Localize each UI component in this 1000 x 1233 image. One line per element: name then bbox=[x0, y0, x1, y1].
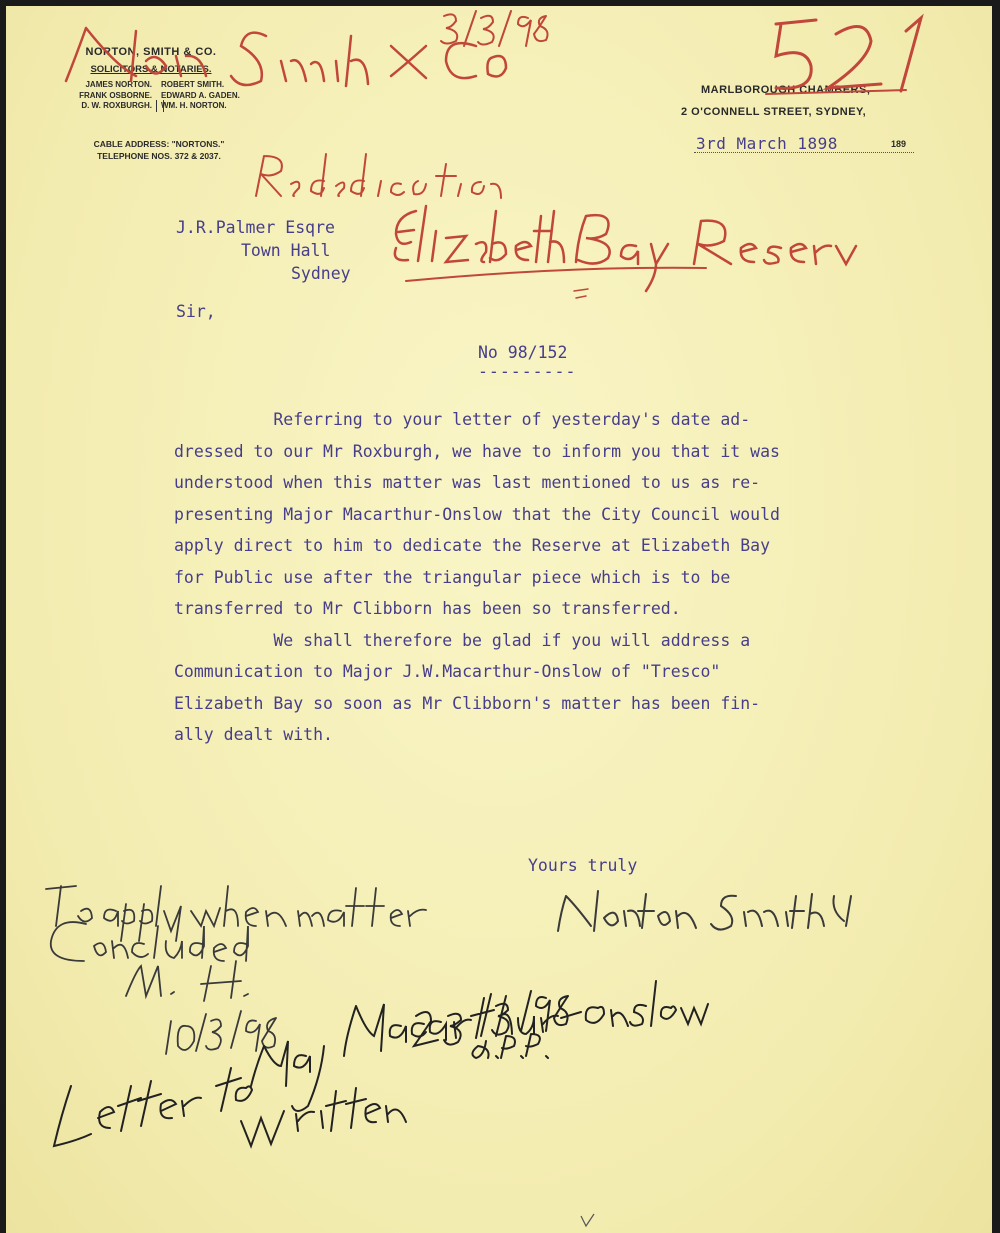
letter-body bbox=[174, 404, 954, 751]
addressee-block bbox=[176, 216, 351, 285]
re-dedication-note bbox=[256, 154, 501, 198]
body-line: dressed to our Mr Roxburgh, we have to inform you that it was bbox=[174, 441, 780, 461]
signature bbox=[558, 891, 851, 931]
addressee-line: Town Hall bbox=[241, 241, 331, 260]
margin-note bbox=[46, 886, 426, 961]
body-line: presenting Major Macarthur-Onslow that the City Council would bbox=[174, 504, 780, 524]
date-dotted-line bbox=[694, 152, 914, 153]
subject-note bbox=[395, 206, 856, 298]
received-date bbox=[441, 11, 548, 46]
body-line: We shall therefore be glad if you will address a bbox=[174, 630, 751, 650]
partner-name: ROBERT SMITH. bbox=[161, 80, 225, 89]
letter-date: 3rd March 1898 bbox=[696, 134, 838, 153]
addressee-line: Sydney bbox=[291, 264, 351, 283]
note-initials-and-date bbox=[126, 961, 276, 1054]
letter-written-note bbox=[54, 981, 708, 1146]
salutation: Sir, bbox=[176, 302, 216, 321]
body-line: apply direct to him to dedicate the Reserve at Elizabeth Bay bbox=[174, 536, 771, 555]
address-line-1: MARLBOROUGH CHAMBERS, bbox=[701, 84, 871, 96]
stamp-number-521 bbox=[766, 18, 921, 94]
body-line: understood when this matter was last mentioned to us as re- bbox=[174, 473, 761, 492]
partner-name: JAMES NORTON. bbox=[85, 80, 152, 89]
body-line: transferred to Mr Clibborn has been so transferred. bbox=[174, 599, 681, 618]
addressee-name: J.R.Palmer Esqre bbox=[176, 218, 335, 237]
date-year-prefix: 189 bbox=[891, 139, 907, 149]
telephone-numbers: TELEPHONE NOS. 372 & 2037. bbox=[97, 151, 221, 161]
partner-name: WM. H. NORTON. bbox=[161, 101, 227, 110]
reference-number: No 98/152 bbox=[478, 343, 568, 362]
partner-name: D. W. ROXBURGH. bbox=[81, 101, 152, 110]
partner-divider bbox=[156, 100, 164, 112]
partner-name: FRANK OSBORNE. bbox=[79, 90, 152, 100]
firm-name: NORTON, SMITH & CO. bbox=[85, 46, 217, 58]
body-line: Communication to Major J.W.Macarthur-Onslow of "Tresco" bbox=[174, 662, 721, 681]
body-line: ally dealt with. bbox=[174, 725, 333, 744]
reference-underline: --------- bbox=[478, 362, 577, 381]
pencil-tick-mark bbox=[581, 1214, 594, 1226]
body-line: for Public use after the triangular piece which is to be bbox=[174, 567, 731, 587]
body-line: Elizabeth Bay so soon as Mr Clibborn's matter has been fin- bbox=[174, 693, 761, 713]
cable-address: CABLE ADDRESS: "NORTONS." bbox=[93, 139, 225, 149]
contact-details bbox=[54, 138, 264, 162]
partners-list bbox=[44, 80, 269, 112]
address-line-2: 2 O'CONNELL STREET, SYDNEY, bbox=[681, 106, 867, 118]
letter-sheet bbox=[6, 6, 992, 1233]
partner-name: EDWARD A. GADEN. bbox=[161, 90, 240, 100]
firm-role: SOLICITORS & NOTARIES. bbox=[90, 64, 212, 75]
closing: Yours truly bbox=[528, 856, 638, 875]
body-line: Referring to your letter of yesterday's date ad- bbox=[174, 410, 751, 429]
partner-row bbox=[44, 80, 269, 91]
